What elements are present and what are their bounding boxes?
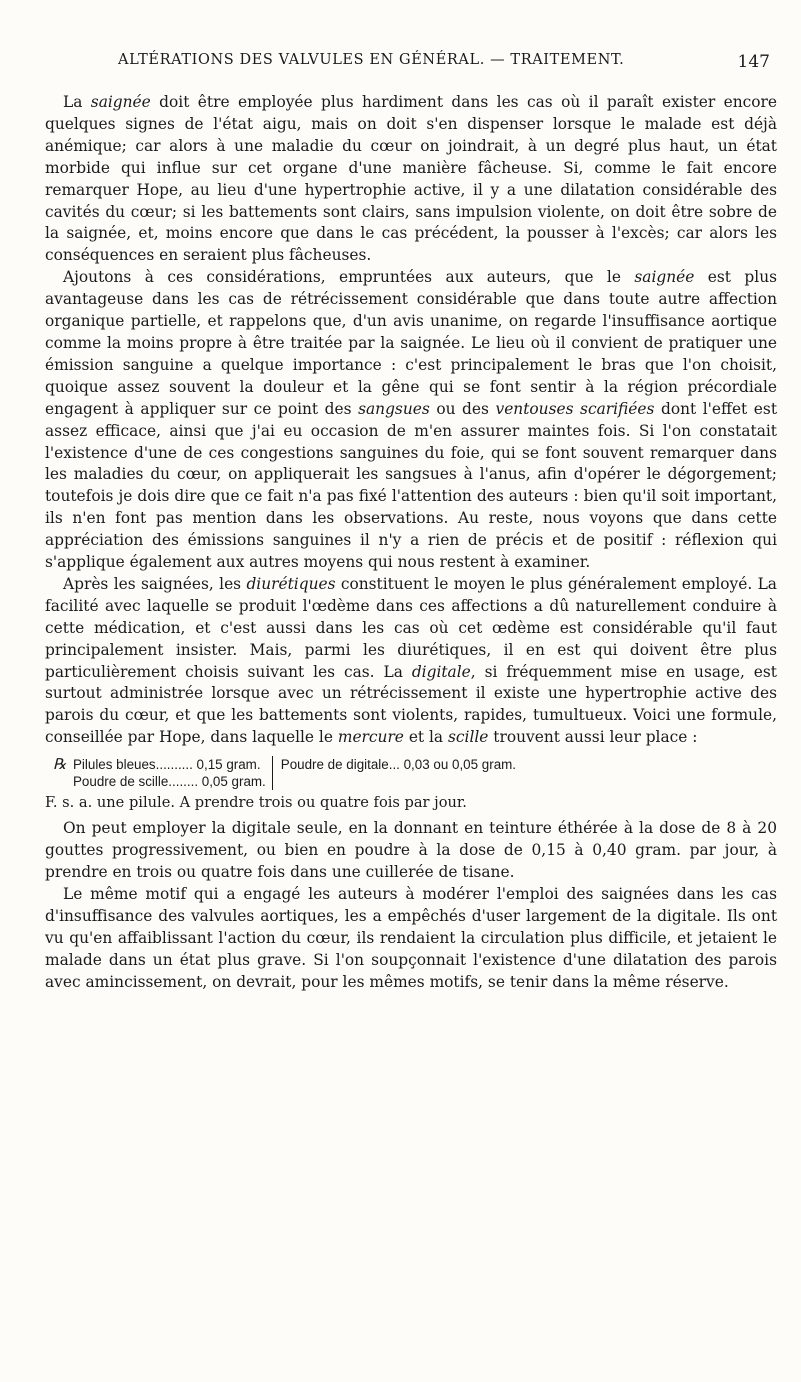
formula-ingredient: Pilules bleues.......... 0,15 gram.: [73, 757, 261, 773]
formula-ingredient-right: Poudre de digitale... 0,03 ou 0,05 gram.: [280, 757, 517, 773]
recipe-icon: ℞: [53, 755, 67, 774]
italic-term: ventouses scarifiées: [495, 399, 655, 418]
text-run: est plus avantageuse dans les cas de rétrécissement considérable que dans toute autre affection organique partielle, et rappelons que, d'un avis unanime, on regarde l'insuffisance aortique comme la moins propre à être traitée par la saignée. Le lieu où il convient de pratiquer une émission sanguine a quelque importance : c'est principalement le bras que l'on choisit, quoique assez souvent la douleur et la gêne qui se font sentir à la région précordiale engagent à appliquer sur ce point des: [45, 268, 778, 418]
running-title: ALTÉRATIONS DES VALVULES EN GÉNÉRAL. — TRAITEMENT.: [118, 52, 625, 68]
text-run: et la: [403, 728, 448, 747]
text-run: constituent le moyen le plus généralement employé. La facilité avec laquelle se produit l'œdème dans ces affections a dû naturellement conduire à cette médication, et c'est aussi dans les cas où cet œdème est considérable qu'il faut principalement insister. Mais, parmi les diurétiques, il en est qui doivent être plus particulièrement choisis suivant les cas. La: [45, 574, 777, 681]
text-run: ou des: [429, 399, 496, 418]
text-run: Après les saignées, les: [63, 574, 247, 593]
italic-term: scille: [448, 728, 489, 747]
formula-line: [53, 756, 266, 773]
formula-ingredients: [53, 756, 273, 790]
running-head: [48, 52, 770, 78]
italic-term: saignée: [90, 93, 151, 111]
formula-ingredient: Poudre de scille........ 0,05 gram.: [73, 774, 266, 790]
prescription-formula: [53, 756, 777, 790]
paragraph-digitale-dose: On peut employer la digitale seule, en la donnant en teinture éthérée à la dose de 8 à 20 gouttes progressivement, ou bien en poudre à la dose de 0,15 à 0,40 gram. par jour, à prendre en trois ou quatre fois dans une cuillerée de tisane.: [45, 819, 777, 881]
text-run: trouvent aussi leur place :: [488, 728, 698, 747]
italic-term: sangsues: [358, 399, 430, 418]
formula-line: [53, 773, 266, 790]
paragraph-diuretiques: [45, 574, 777, 749]
text-run: dont l'effet est assez efficace, ainsi que j'ai eu occasion de m'en assurer maintes fois. Si l'on constatait l'existence d'une de ces congestions sanguines du foie, qui se font souvent remarquer dans les maladies du cœur, on appliquerait les sangsues à l'anus, afin d'opérer le dégorgement; toutefois je dois dire que ce fait n'a pas fixé l'attention des auteurs : bien qu'il soit important, ils n'en font pas mention dans les observations. Au reste, nous voyons que dans cette appréciation des émissions sanguines il n'y a rien de précis et de positif : réflexion qui s'applique également aux autres moyens qui nous restent à examiner.: [45, 399, 778, 572]
text-run: La: [63, 93, 91, 111]
paragraph-emissions: [45, 267, 777, 574]
page-body: [45, 92, 777, 1372]
paragraph-saignee: [45, 92, 777, 267]
paragraph-insuffisance: Le même motif qui a engagé les auteurs à modérer l'emploi des saignées dans les cas d'insuffisance des valvules aortiques, les a empêchés d'user largement de la digitale. Ils ont vu qu'en affaiblissant l'action du cœur, ils rendaient la circulation plus difficile, et jetaient le malade dans un état plus grave. Si l'on soupçonnait l'existence d'une dilatation des parois avec amincissement, on devrait, pour les mêmes motifs, se tenir dans la même réserve.: [45, 884, 777, 991]
italic-term: mercure: [337, 728, 404, 747]
italic-term: diurétiques: [246, 574, 336, 593]
page-number: 147: [737, 52, 770, 72]
text-run: , si fréquemment mise en usage, est surtout administrée lorsque avec un rétrécissement il existe une hypertrophie active des parois du cœur, et que les battements sont violents, rapides, tumultueux. Voici une formule, conseillée par Hope, dans laquelle le: [45, 662, 777, 747]
italic-term: digitale: [411, 662, 471, 681]
italic-term: saignée: [634, 268, 695, 287]
text-run: Ajoutons à ces considérations, empruntées aux auteurs, que le: [63, 268, 635, 287]
formula-instructions: F. s. a. une pilule. A prendre trois ou quatre fois par jour.: [45, 794, 467, 812]
text-run: doit être employée plus hardiment dans les cas où il paraît exister encore quelques signes de l'état aigu, mais on doit s'en dispenser lorsque le malade est déjà anémique; car alors à une maladie du cœur on joindrait, à un degré plus haut, un état morbide qui influe sur cet organe d'une manière fâcheuse. Si, comme le fait encore remarquer Hope, au lieu d'une hypertrophie active, il y a une dilatation considérable des cavités du cœur; si les battements sont clairs, sans impulsion violente, on doit être sobre de la saignée, et, moins encore que dans le cas précédent, la pousser à l'excès; car alors les conséquences en seraient plus fâcheuses.: [45, 93, 777, 265]
